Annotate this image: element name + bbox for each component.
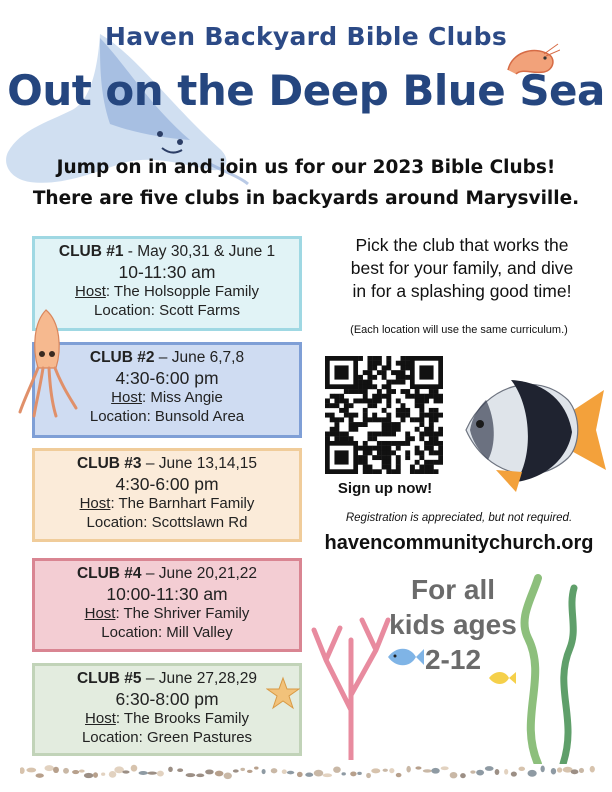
club-host: : The Barnhart Family bbox=[110, 495, 255, 513]
curriculum-note: (Each location will use the same curriculum.) bbox=[350, 324, 568, 336]
invitation-text bbox=[318, 234, 606, 303]
club-time: 4:30-6:00 pm bbox=[115, 367, 219, 388]
host-label: Host bbox=[75, 283, 106, 301]
subtitle-heading: Haven Backyard Bible Clubs bbox=[104, 22, 508, 51]
club-name: CLUB #3 bbox=[76, 455, 142, 472]
club-host: : The Shriver Family bbox=[115, 605, 250, 623]
invitation-line: Pick the club that works the bbox=[355, 235, 569, 255]
age-line: For all bbox=[410, 574, 495, 605]
age-line: kids ages bbox=[389, 609, 517, 640]
host-label: Host bbox=[85, 710, 116, 728]
club-name: CLUB #5 bbox=[76, 670, 142, 687]
club-location: Location: Scott Farms bbox=[94, 301, 240, 319]
qr-code[interactable] bbox=[325, 356, 443, 474]
club-dates: - May 30,31 & June 1 bbox=[123, 243, 276, 260]
age-range bbox=[368, 572, 538, 677]
club-time: 6:30-8:00 pm bbox=[115, 688, 219, 709]
club-name: CLUB #2 bbox=[89, 349, 155, 366]
club-host: : The Holsopple Family bbox=[105, 283, 259, 301]
starfish-illustration bbox=[266, 676, 300, 710]
club-host: : The Brooks Family bbox=[115, 710, 249, 728]
club-location: Location: Green Pastures bbox=[81, 728, 253, 746]
signup-label: Sign up now! bbox=[337, 480, 433, 497]
intro-line-2: There are five clubs in backyards around Marysville. bbox=[32, 188, 580, 209]
registration-note: Registration is appreciated, but not required. bbox=[345, 512, 573, 524]
club-dates: – June 20,21,22 bbox=[141, 565, 258, 582]
club-location: Location: Scottslawn Rd bbox=[86, 513, 248, 531]
club-dates: – June 27,28,29 bbox=[141, 670, 258, 687]
club-location: Location: Bunsold Area bbox=[89, 407, 245, 425]
page-title: Out on the Deep Blue Sea bbox=[7, 66, 605, 115]
invitation-line: in for a splashing good time! bbox=[352, 281, 572, 302]
club-time: 4:30-6:00 pm bbox=[115, 473, 219, 494]
website-url[interactable]: havencommunitychurch.org bbox=[324, 532, 594, 554]
club-box-4 bbox=[32, 558, 302, 652]
club-dates: – June 13,14,15 bbox=[141, 455, 258, 472]
pebbles-illustration bbox=[20, 760, 600, 782]
club-box-3 bbox=[32, 448, 302, 542]
club-dates: – June 6,7,8 bbox=[154, 349, 245, 366]
age-line: 2-12 bbox=[424, 644, 482, 675]
intro-line-1: Jump on in and join us for our 2023 Bible Clubs! bbox=[56, 157, 556, 178]
club-name: CLUB #4 bbox=[76, 565, 142, 582]
club-location: Location: Mill Valley bbox=[101, 623, 233, 641]
club-name: CLUB #1 bbox=[58, 243, 124, 260]
club-time: 10:00-11:30 am bbox=[106, 583, 228, 604]
host-label: Host bbox=[84, 605, 116, 623]
club-box-5 bbox=[32, 663, 302, 756]
club-time: 10-11:30 am bbox=[118, 261, 216, 282]
squid-illustration bbox=[16, 308, 80, 418]
angelfish-illustration bbox=[456, 360, 606, 500]
host-label: Host bbox=[111, 389, 142, 407]
host-label: Host bbox=[79, 495, 111, 513]
club-host: : Miss Angie bbox=[141, 389, 223, 407]
invitation-line: best for your family, and dive bbox=[350, 258, 574, 279]
